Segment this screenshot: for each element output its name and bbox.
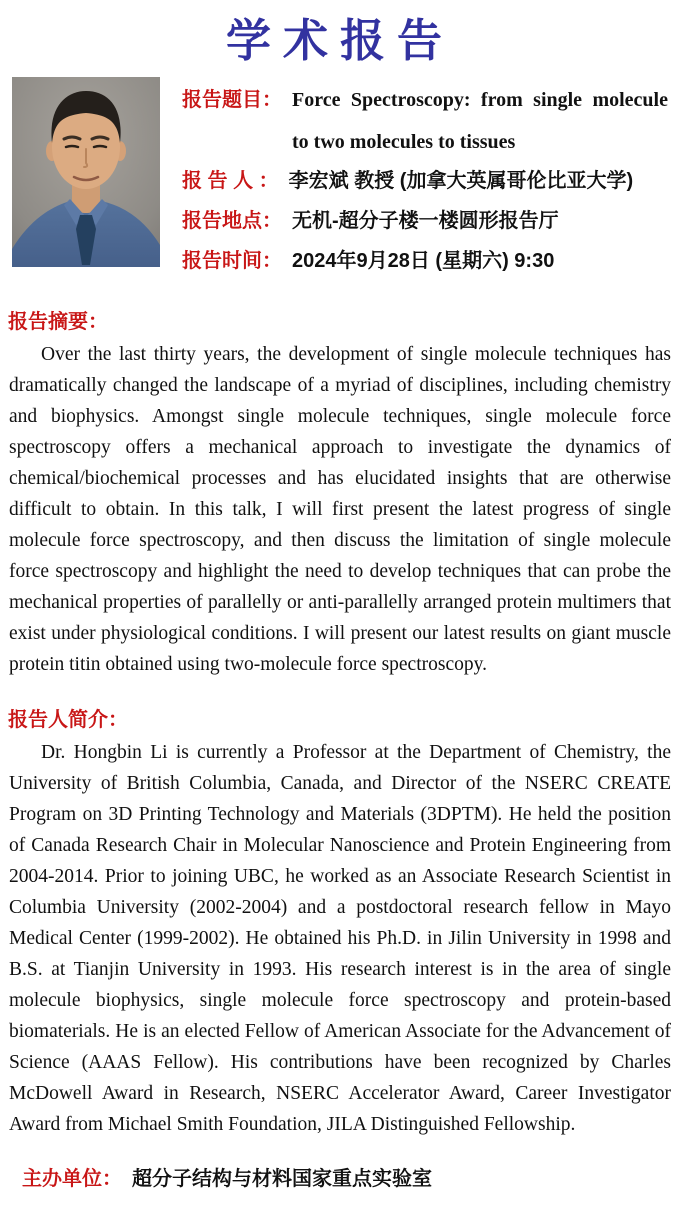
- bio-text: Dr. Hongbin Li is currently a Professor at the Department of Chemistry, the University of British Columbia, Canada, and Director of the NSERC CREATE Program on 3D Printing Technology and Materials (3DPTM). He held the position of Canada Research Chair in Molecular Nanoscience and Protein Engineering from 2004-2014. Prior to joining UBC, he worked as an Associate Research Scientist in Columbia University (2002-2004) and a postdoctoral research fellow in Mayo Medical Center (1999-2002). He obtained his Ph.D. in Jilin University in 1998 and B.S. at Tianjin University in 1993. His research interest is in the area of single molecule biophysics, single molecule force spectroscopy and protein-based biomaterials. He is an elected Fellow of American Associate for the Advancement of Science (AAAS Fellow). His contributions have been recognized by Charles McDowell Award in Research, NSERC Accelerator Award, Career Investigator Award from Michael Smith Foundation, JILA Distinguished Fellowship.: [9, 742, 671, 1135]
- time-row: [182, 248, 668, 275]
- organizer-label: 主办单位：: [22, 1168, 122, 1190]
- abstract-heading: 报告摘要：: [8, 311, 108, 333]
- organizer-row: [22, 1166, 668, 1193]
- location-value: 无机-超分子楼一楼圆形报告厅: [292, 210, 559, 232]
- speaker-row: [182, 168, 668, 195]
- time-value: 2024年9月28日 (星期六) 9:30: [292, 250, 555, 272]
- bio-heading: 报告人简介：: [8, 709, 128, 731]
- header-info-section: [12, 77, 668, 288]
- speaker-portrait-image: [12, 77, 160, 267]
- talk-title-row: [182, 79, 668, 163]
- location-row: [182, 208, 668, 235]
- talk-title-value: Force Spectroscopy: from single molecule to two molecules to tissues: [292, 89, 668, 153]
- page-title: 学术报告: [225, 16, 454, 66]
- speaker-label: 报 告 人 ：: [182, 170, 279, 192]
- location-label: 报告地点：: [182, 210, 282, 232]
- abstract-text: Over the last thirty years, the development of single molecule techniques has dramatically changed the landscape of a myriad of disciplines, including chemistry and biophysics. Amongst single molecule techniques, single molecule force spectroscopy offers a mechanical approach to investigate the dynamics of chemical/biochemical processes and has elucidated insights that are otherwise difficult to obtain. In this talk, I will first present the latest progress of single molecule force spectroscopy, and then discuss the limitation of single molecule force spectroscopy and highlight the need to develop techniques that can probe the mechanical properties of parallelly or anti-parallelly arranged protein multimers that exist under physiological conditions. I will present our latest results on giant muscle protein titin obtained using two-molecule force spectroscopy.: [9, 344, 671, 675]
- talk-info: [182, 77, 668, 288]
- speaker-photo: [12, 77, 160, 267]
- organizer-value: 超分子结构与材料国家重点实验室: [132, 1168, 432, 1190]
- time-label: 报告时间：: [182, 250, 282, 272]
- bio-section: [0, 706, 680, 1140]
- abstract-section: [0, 308, 680, 680]
- speaker-value: 李宏斌 教授 (加拿大英属哥伦比亚大学): [288, 170, 634, 192]
- talk-title-label: 报告题目：: [182, 89, 282, 111]
